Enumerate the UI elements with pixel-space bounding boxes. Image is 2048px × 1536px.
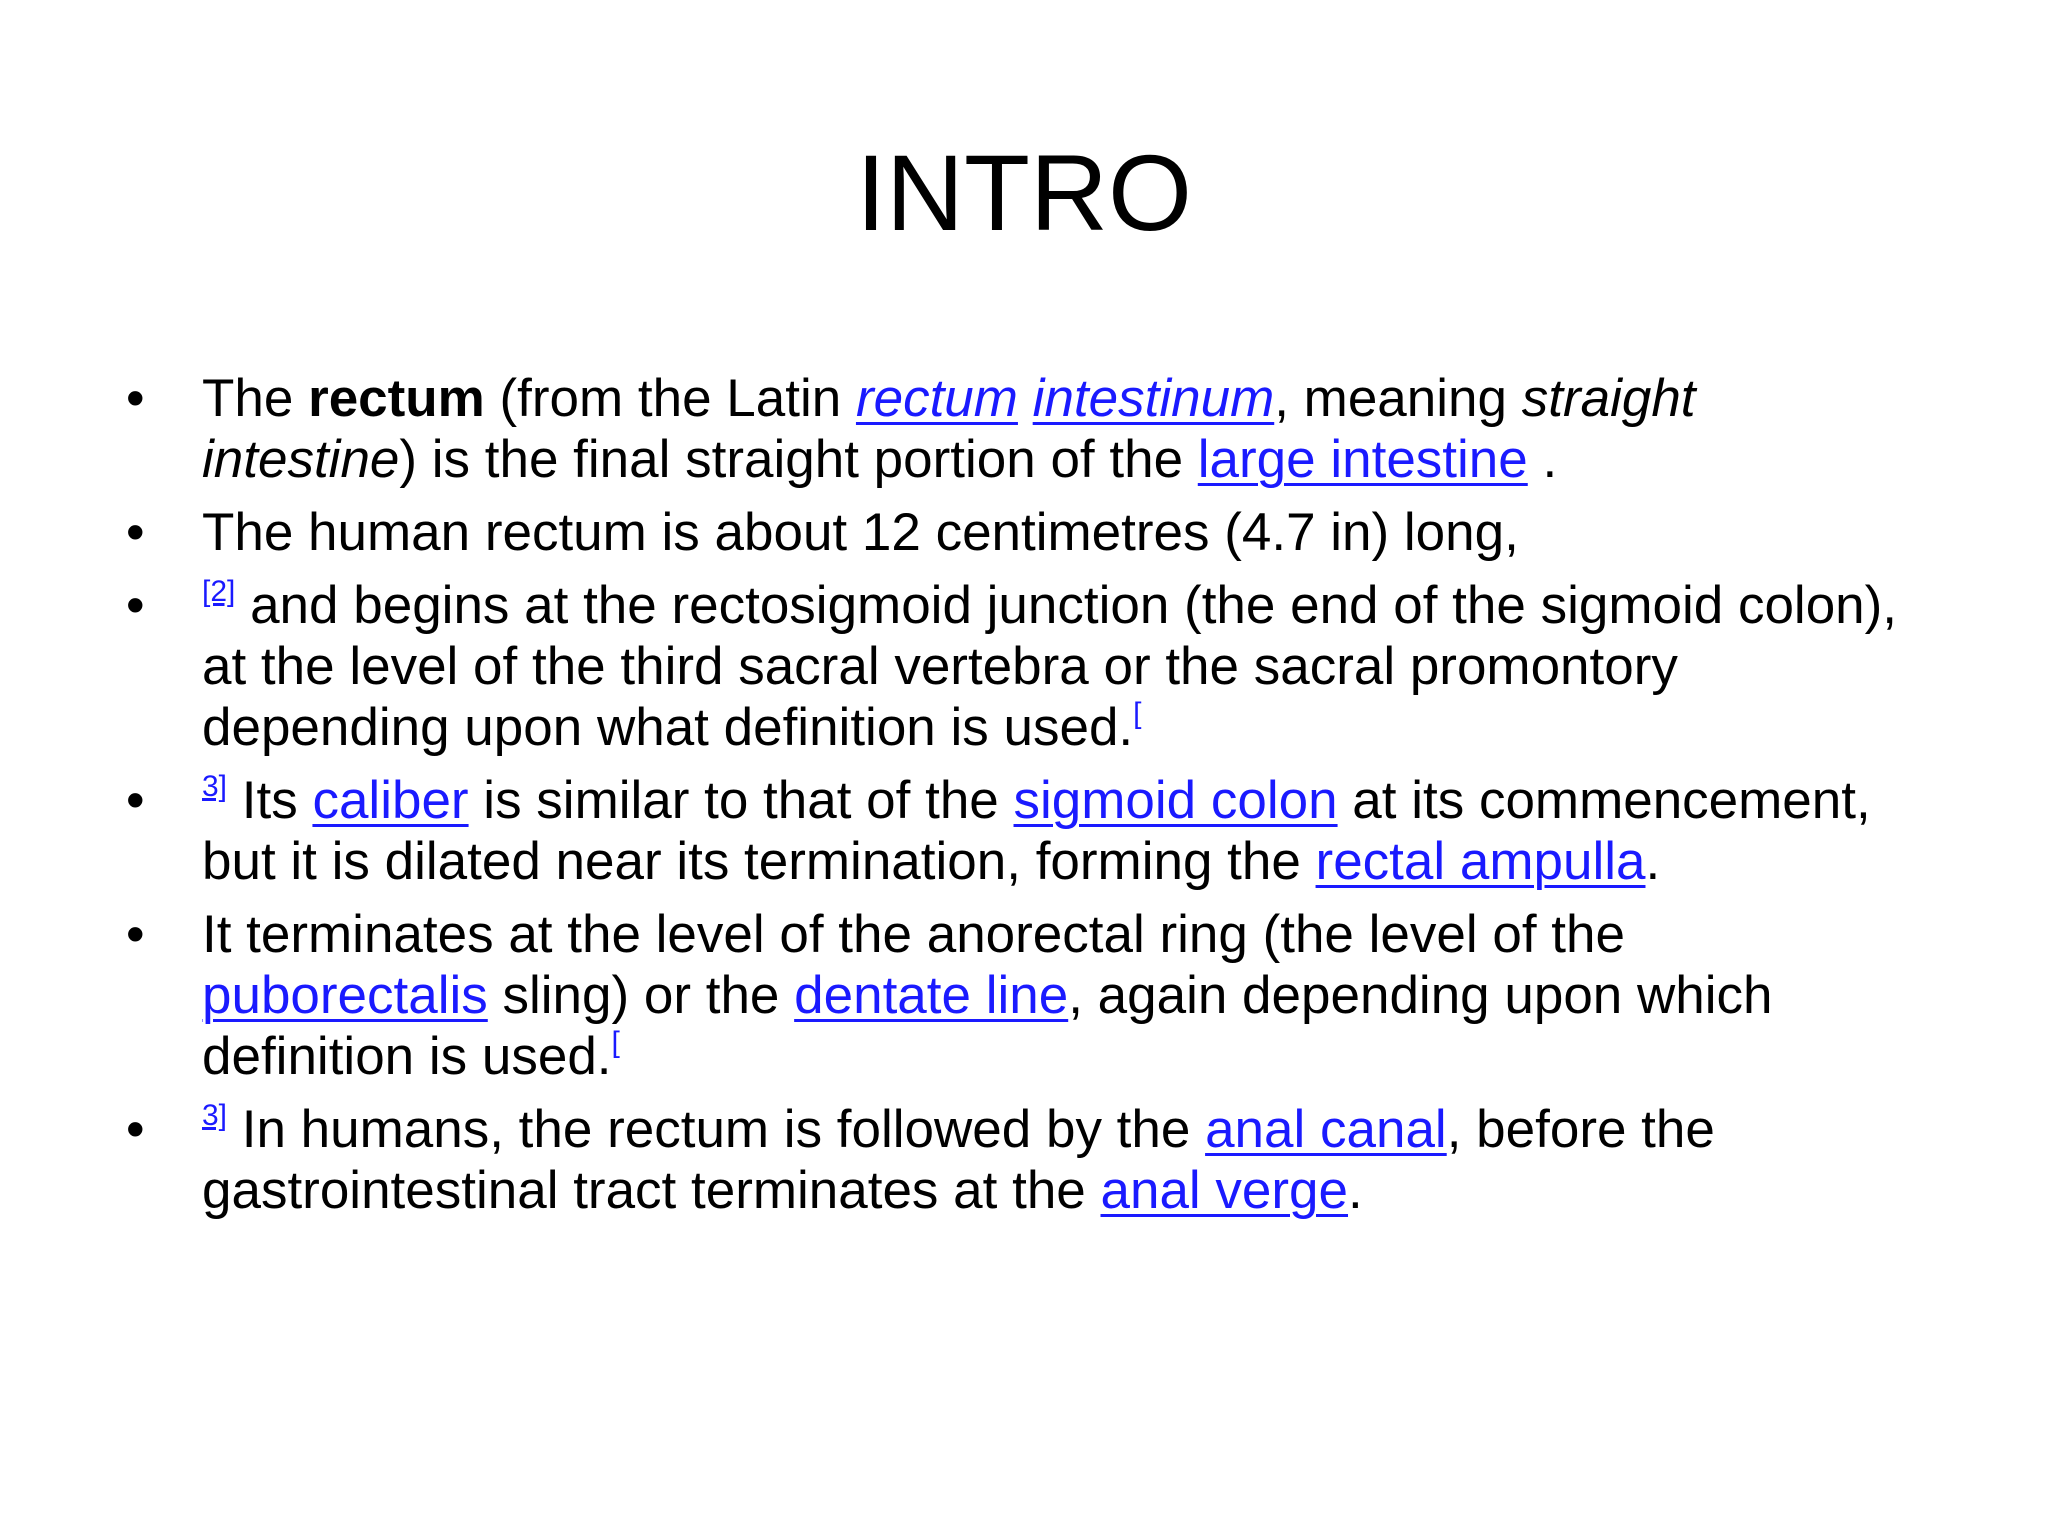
- bullet-text: The: [202, 369, 309, 428]
- bullet-item-4: [120, 770, 1920, 892]
- bullet-text: , again depending upon which definition is used.: [202, 966, 1773, 1086]
- bullet-text: .: [1348, 1161, 1363, 1220]
- link-dentate-line[interactable]: dentate line: [794, 966, 1069, 1025]
- link-rectum[interactable]: rectum: [855, 369, 1018, 428]
- bullet-text: .: [1527, 430, 1558, 489]
- link-rectal-ampulla[interactable]: rectal ampulla: [1315, 832, 1646, 891]
- bullet-text: ) is the final straight portion of the: [399, 430, 1198, 489]
- bullet-item-1: [120, 368, 1920, 490]
- bullet-text: is similar to that of the: [468, 771, 1014, 830]
- bullet-text: Its: [227, 771, 313, 830]
- italic-phrase: straight intestine: [202, 369, 1696, 489]
- bullet-item-3: [120, 575, 1920, 758]
- bullet-text: The human rectum is about 12 centimetres (4.7 in) long,: [202, 503, 1519, 562]
- link-large-intestine[interactable]: large intestine: [1197, 430, 1528, 489]
- bullet-item-6: [120, 1099, 1920, 1221]
- reference-link-3-close[interactable]: 3]: [202, 1099, 228, 1132]
- bullet-text: It terminates at the level of the anorectal ring (the level of the: [202, 905, 1625, 964]
- bullet-text: at its commencement, but it is dilated near its termination, forming the: [202, 771, 1871, 891]
- reference-link-3-close[interactable]: 3]: [202, 770, 228, 803]
- bullet-text: In humans, the rectum is followed by the: [227, 1100, 1206, 1159]
- reference-link-3-open[interactable]: [: [611, 1026, 620, 1059]
- bullet-text: sling) or the: [487, 966, 795, 1025]
- bullet-marker: •: [126, 1100, 145, 1159]
- bullet-marker: •: [126, 503, 145, 562]
- link-sigmoid-colon[interactable]: sigmoid colon: [1013, 771, 1338, 830]
- link-anal-canal[interactable]: anal canal: [1205, 1100, 1447, 1159]
- bullet-text: , meaning: [1274, 369, 1522, 428]
- bullet-list: [120, 368, 1920, 1233]
- link-caliber[interactable]: caliber: [312, 771, 469, 830]
- bold-term: rectum: [308, 369, 485, 428]
- bullet-item-2: [120, 502, 1920, 563]
- bullet-item-5: [120, 904, 1920, 1087]
- bullet-text: [1018, 369, 1033, 428]
- bullet-marker: •: [126, 369, 145, 428]
- bullet-text: and begins at the rectosigmoid junction (the end of the sigmoid colon), at the level of the third sacral vertebra or the sacral promontory depending upon what definition is used.: [202, 576, 1898, 757]
- bullet-text: , before the gastrointestinal tract terminates at the: [202, 1100, 1715, 1220]
- link-puborectalis[interactable]: puborectalis: [202, 966, 488, 1025]
- slide-title: INTRO: [856, 132, 1192, 253]
- reference-link-3-open[interactable]: [: [1133, 697, 1142, 730]
- bullet-marker: •: [126, 771, 145, 830]
- reference-link-2[interactable]: [2]: [202, 575, 236, 608]
- bullet-text: (from the Latin: [484, 369, 856, 428]
- bullet-marker: •: [126, 905, 145, 964]
- bullet-marker: •: [126, 576, 145, 635]
- link-anal-verge[interactable]: anal verge: [1100, 1161, 1349, 1220]
- link-intestinum[interactable]: intestinum: [1032, 369, 1275, 428]
- bullet-text: .: [1645, 832, 1661, 891]
